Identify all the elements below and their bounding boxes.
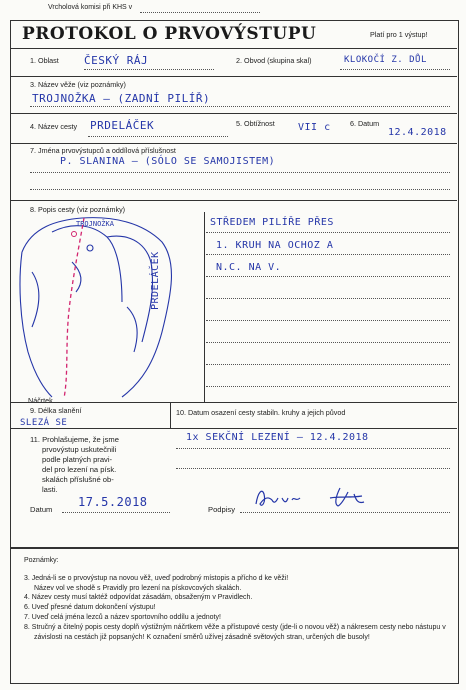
- obtiznost-label: 5. Obtížnost: [236, 119, 275, 128]
- route-sketch: [12, 212, 202, 400]
- prohlaseni-6: lasti.: [42, 485, 58, 494]
- datum-value: 12.4.2018: [388, 127, 447, 138]
- oblast-label: 1. Oblast: [30, 56, 59, 65]
- note-item: 7. Uveď celá jména lezců a název sportovního oddílu a jednoty!: [24, 613, 221, 621]
- obtiznost-value: VII c: [298, 122, 331, 133]
- sketch-label: Náčrtek: [28, 396, 53, 405]
- prohlaseni-4: del pro lezení na písk.: [42, 465, 117, 474]
- note-item: 4. Název cesty musí taktéž odpovídat zásadám, obsaženým v Pravidlech.: [24, 594, 253, 602]
- valid-note: Platí pro 1 výstup!: [370, 30, 428, 39]
- sketch-tower-label: TROJNOŽKA: [76, 220, 114, 228]
- podpisy-label: Podpisy: [208, 505, 236, 514]
- route-line: [64, 218, 84, 398]
- note-item: Název vol ve shodě s Pravidly pro lezení na pískovcových skalách.: [34, 584, 242, 592]
- cesta-value: PRDELÁČEK: [90, 119, 155, 132]
- oblast-value: ČESKÝ RÁJ: [84, 54, 149, 67]
- jmena-label: 7. Jména prvovýstupců a oddílová příslušnost: [30, 146, 176, 155]
- vez-label: 3. Název věže (viz poznámky): [30, 80, 126, 89]
- jmena-value: P. SLANINA – (SÓLO SE SAMOJISTEM): [60, 156, 276, 167]
- datum-label: 6. Datum: [350, 119, 380, 128]
- sketch-route-label: PRDELÁČEK: [150, 251, 161, 310]
- popis-label: 8. Popis cesty (viz poznámky): [30, 205, 126, 214]
- popis-line-2: 1. KRUH NA OCHOZ A: [216, 240, 334, 251]
- note-item: 8. Stručný a čitelný popis cesty doplň výstižným náčrtkem věže a přístupové cesty (jde-li o novou věž) a nákresem cesty nebo nástupu v závislosti na cestách již popsaných! K označení směrů užívej zásadně světových stran, určených dle busoly!: [24, 623, 446, 641]
- signatures: [250, 484, 390, 512]
- slaneni-label: 9. Délka slanění: [30, 406, 82, 415]
- prohlaseni-2: prvovýstup uskutečnili: [42, 445, 117, 454]
- note-item: 6. Uveď přesné datum dokončení výstupu!: [24, 604, 156, 612]
- obvod-label: 2. Obvod (skupina skal): [236, 56, 312, 65]
- note-item: 3. Jedná-li se o prvovýstup na novou věž, uveď podrobný místopis a přícho d ke věži!: [24, 574, 289, 582]
- obvod-value: KLOKOČÍ Z. DŮL: [344, 55, 427, 65]
- cesta-label: 4. Název cesty: [30, 122, 78, 131]
- prohlaseni-1: 11. Prohlašujeme, že jsme: [30, 435, 119, 444]
- commission-label: Vrcholová komisi při KHS v: [48, 4, 133, 11]
- page-title: PROTOKOL O PRVOVÝSTUPU: [22, 24, 317, 44]
- prohlaseni-5: skalách příslušné ob-: [42, 475, 114, 484]
- datum-podpis-label: Datum: [30, 505, 53, 514]
- osazeni-label: 10. Datum osazení cesty stabiln. kruhy a jejich původ: [176, 408, 346, 417]
- notes-section: [24, 556, 454, 642]
- datum-podpis-value: 17.5.2018: [78, 495, 148, 509]
- slaneni-value: SLEZÁ SE: [20, 418, 68, 428]
- osazeni-value: 1x SEKČNÍ LEZENÍ – 12.4.2018: [186, 432, 369, 443]
- popis-line-3: N.C. NA V.: [216, 262, 282, 273]
- popis-line-1: STŘEDEM PILÍŘE PŘES: [210, 217, 334, 228]
- vez-value: TROJNOŽKA – (ZADNÍ PILÍŘ): [32, 92, 211, 105]
- notes-title: Poznámky:: [24, 557, 59, 564]
- prohlaseni-3: podle platných pravi-: [42, 455, 113, 464]
